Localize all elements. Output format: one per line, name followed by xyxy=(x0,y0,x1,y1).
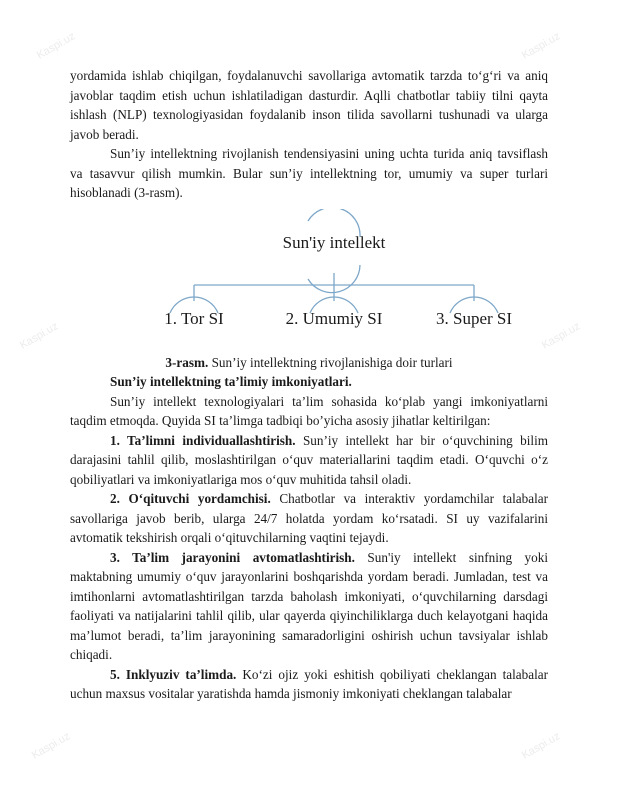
section-heading xyxy=(70,372,548,392)
watermark: Kaspi.uz xyxy=(34,30,78,62)
hierarchy-diagram xyxy=(70,209,548,349)
item-text: Sun’iy intellekt har bir o‘quvchining bilim darajasini tahlil qilib, moslashtirilgan o‘quv materiallarini taqdim etadi. O‘quvchi o‘z qobiliyatlari va imkoniyatlariga mos o‘quv muhitida tahsil oladi. xyxy=(70,432,548,487)
diagram-root-label: Sun'iy intellekt xyxy=(282,232,386,252)
diagram-child-2: 2. Umumiy SI xyxy=(285,308,383,328)
list-item xyxy=(70,548,548,665)
diagram-child-1: 1. Tor SI xyxy=(164,308,224,328)
item-text: Ko‘zi ojiz yoki eshitish qobiliyati cheklangan talabalar uchun maxsus vositalar yaratishda hamda jismoniy imkoniyati cheklangan talabalar xyxy=(70,666,548,701)
figure-caption xyxy=(70,353,548,373)
watermark: Kaspi.uz xyxy=(519,30,563,62)
item-title: 3. Ta’lim jarayonini avtomatlashtirish. xyxy=(110,549,355,565)
paragraph-2: Sun’iy intellektning rivojlanish tendensiyasini uning uchta turida aniq tavsiflash va tasavvur qilish mumkin. Bular sun’iy intellektning tor, umumiy va super turlari hisoblanadi (3-rasm). xyxy=(70,146,548,200)
watermark: Kaspi.uz xyxy=(539,320,583,352)
caption-label: 3-rasm. xyxy=(165,354,209,370)
item-title: 5. Inklyuziv ta’limda. xyxy=(110,666,237,682)
watermark: Kaspi.uz xyxy=(519,730,563,762)
watermark: Kaspi.uz xyxy=(17,320,61,352)
list-item xyxy=(70,665,548,704)
document-page xyxy=(70,66,548,704)
section-heading-text: Sun’iy intellektning ta’limiy imkoniyatlari. xyxy=(110,374,352,389)
list-item xyxy=(70,431,548,490)
list-item xyxy=(70,489,548,548)
item-title: 2. O‘qituvchi yordamchisi. xyxy=(110,491,271,506)
caption-text: Sun’iy intellektning rivojlanishiga doir turlari xyxy=(208,354,453,370)
watermark: Kaspi.uz xyxy=(29,730,73,762)
diagram-child-3: 3. Super SI xyxy=(435,308,513,328)
item-text: Sun'iy intellekt sinfning yoki maktabning umumiy o‘quv jarayonlarini boshqarishda yordam beradi. Jumladan, test va imtihonlarni avtomatlashtirilgan tarzda baholash imkoniyati, o‘quvchilarning darsdagi faoliyati va natijalarini tahlil qilib, ular qayerda qiyinchiliklarga duch kelayotgani haqida ma’lumot beradi, ta’lim jarayonining samaradorligini oshirish uchun tavsiyalar ishlab chiqadi. xyxy=(70,549,549,662)
intro-paragraph: Sun’iy intellekt texnologiyalari ta’lim sohasida ko‘plab yangi imkoniyatlarni taqdim etmoqda. Quyida SI ta’limga tadbiqi bo’yicha asosiy jihatlar keltirilgan: xyxy=(70,393,548,428)
item-text: Chatbotlar va interaktiv yordamchilar talabalar savollariga javob berib, ularga 24/7 holatda yordam ko‘rsatadi. SI uy vazifalarini avtomatik tekshirish orqali o‘qituvchilarning vaqtini tejaydi. xyxy=(70,491,548,545)
paragraph-1: yordamida ishlab chiqilgan, foydalanuvchi savollariga avtomatik tarzda to‘g‘ri va aniq javoblar taqdim etish uchun ishlatiladigan dasturdir. Aqlli chatbotlar tabiiy tilni qayta ishlash (NLP) texnologiyasidan foydalanib inson tilida savollarni tushunadi va ularga javob beradi. xyxy=(70,68,548,142)
item-title: 1. Ta’limni individuallashtirish. xyxy=(110,432,296,448)
